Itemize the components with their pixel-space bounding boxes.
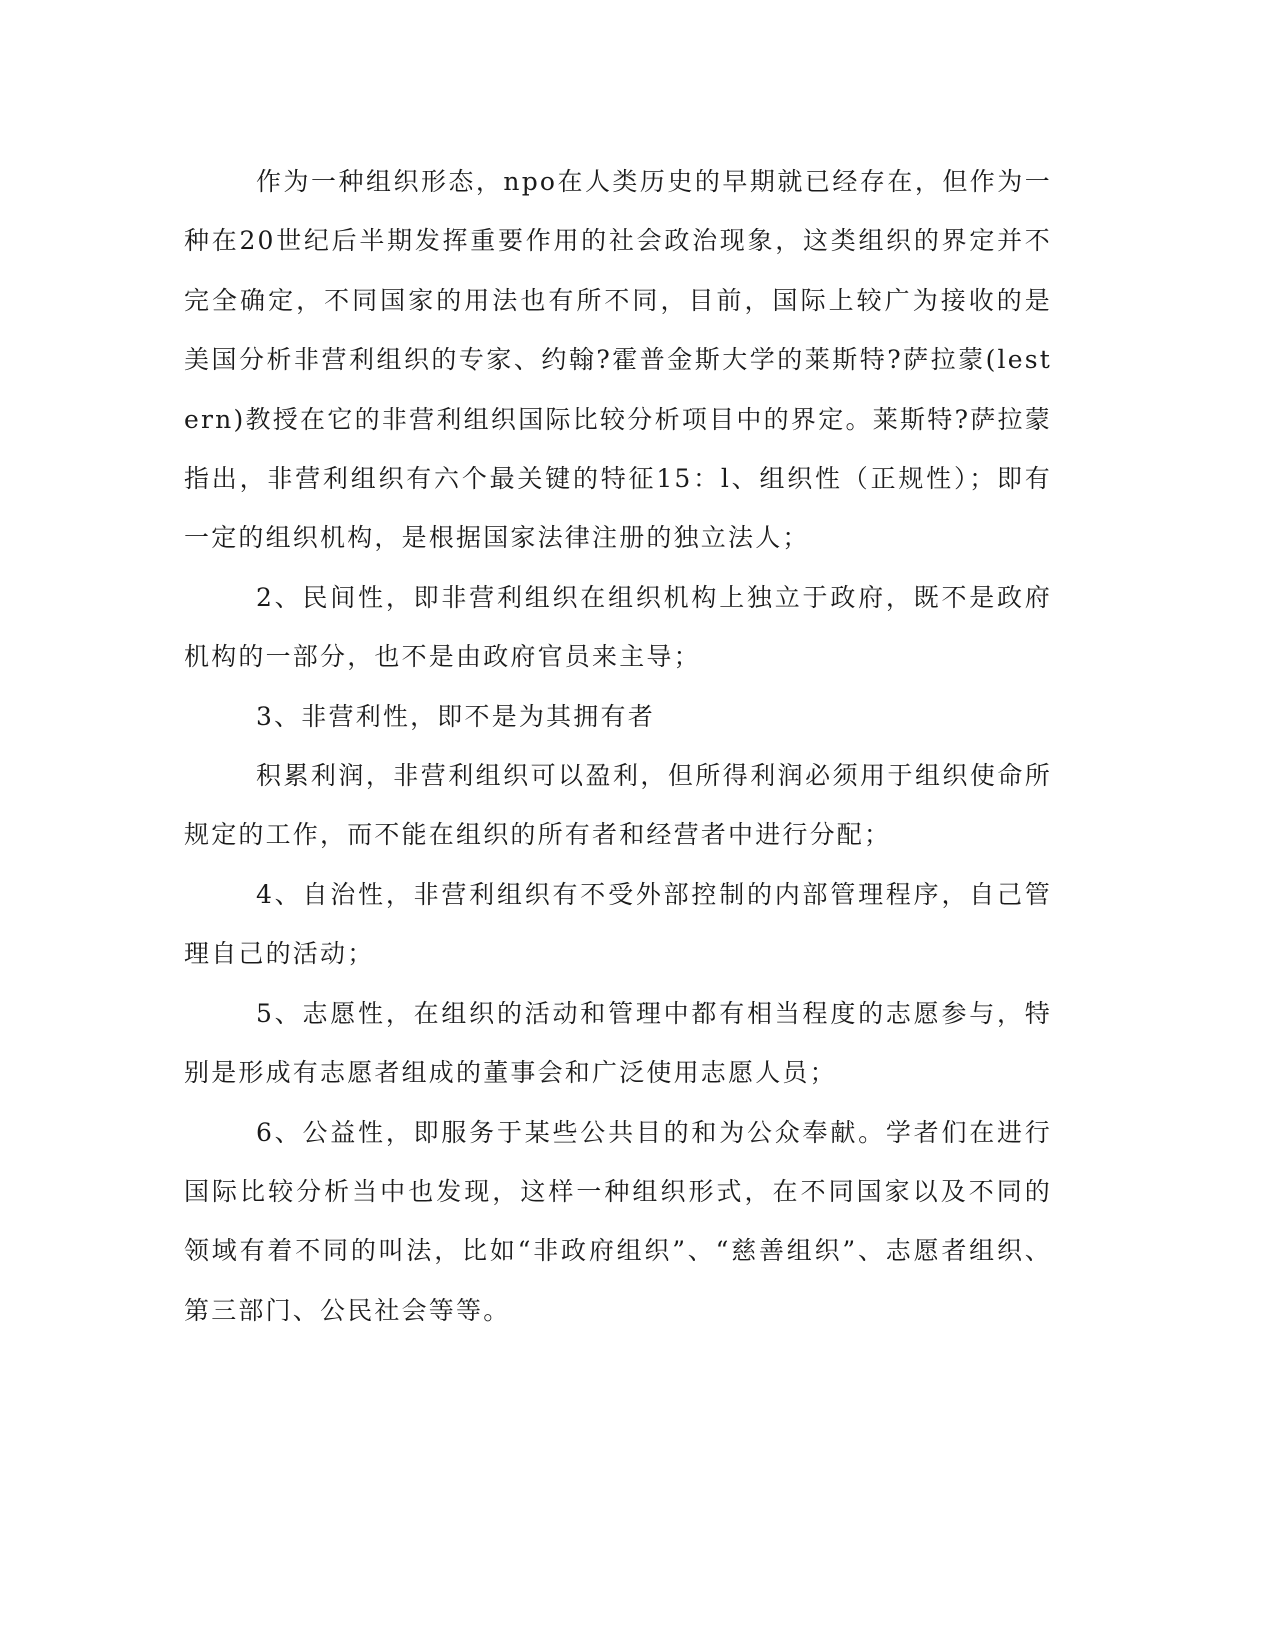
paragraph-feature-3: 3、非营利性，即不是为其拥有者	[256, 701, 655, 731]
paragraph-feature-5: 5、志愿性，在组织的活动和管理中都有相当程度的志愿参与，特别是形成有志愿者组成的董事会和广泛使用志愿人员；	[184, 998, 1052, 1088]
paragraph-feature-3-continued: 积累利润，非营利组织可以盈利，但所得利润必须用于组织使命所规定的工作，而不能在组织的所有者和经营者中进行分配；	[184, 761, 1052, 850]
paragraph-feature-4: 4、自治性，非营利组织有不受外部控制的内部管理程序，自己管理自己的活动；	[184, 879, 1052, 969]
paragraph-intro: 作为一种组织形态，npo在人类历史的早期就已经存在，但作为一种在20世纪后半期发挥重要作用的社会政治现象，这类组织的界定并不完全确定，不同国家的用法也有所不同，目前，国际上较广为接收的是美国分析非营利组织的专家、约翰?霍普金斯大学的莱斯特?萨拉蒙(lestern)教授在它的非营利组织国际比较分析项目中的界定。莱斯特?萨拉蒙指出，非营利组织有六个最关键的特征15：l、组织性（正规性）；即有一定的组织机构，是根据国家法律注册的独立法人；	[184, 167, 1052, 553]
paragraph-feature-6: 6、公益性，即服务于某些公共目的和为公众奉献。学者们在进行国际比较分析当中也发现，这样一种组织形式，在不同国家以及不同的领域有着不同的叫法，比如“非政府组织”、“慈善组织”、志愿者组织、第三部门、公民社会等等。	[184, 1117, 1052, 1325]
document-body	[184, 152, 1052, 1340]
paragraph-feature-2: 2、民间性，即非营利组织在组织机构上独立于政府，既不是政府机构的一部分，也不是由政府官员来主导；	[184, 582, 1052, 672]
